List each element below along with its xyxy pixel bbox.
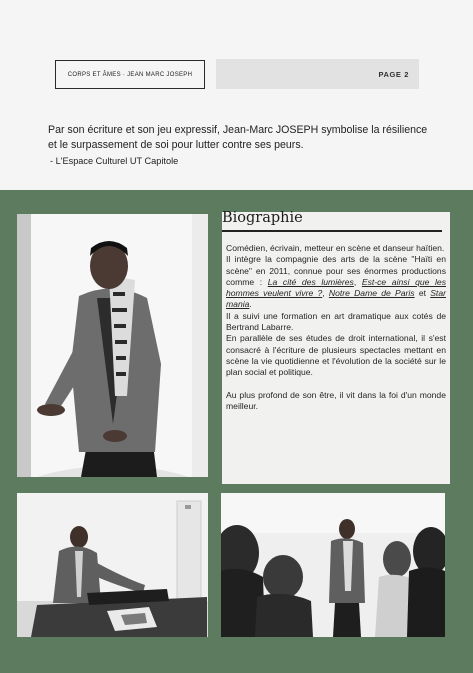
- biography-text: [226, 243, 446, 412]
- page-number-box: [216, 59, 419, 89]
- bio-work-1: La cité des lumières: [267, 276, 354, 287]
- biography-title: Biographie: [222, 210, 303, 226]
- bio-spacer: [226, 379, 446, 390]
- biography-divider: [222, 230, 442, 232]
- portrait-photo: [17, 214, 208, 477]
- bio-work-2: Est-ce ainsi que les hommes veulent vivre ?: [226, 276, 446, 299]
- bio-paragraph-4: En parallèle de ses études de droit international, il s'est consacré à l'écriture de plusieurs spectacles mettant en scène la vie quotidienne et l'évolution de la société sur le plan social et politique.: [226, 333, 446, 378]
- floor-scene-photo: [17, 493, 208, 637]
- bio-work-4: Star mania: [226, 288, 446, 310]
- bio-paragraph-3: Il a suivi une formation en art dramatique aux cotés de Bertrand Labarre.: [226, 310, 446, 333]
- stage-audience-photo: [221, 493, 445, 637]
- header-title-box: [55, 60, 205, 89]
- bio-work-3: Notre Dame de Paris: [328, 288, 415, 299]
- bio-paragraph-2: Il intègre la compagnie des arts de la scène "Haïti en scène" en 2011, connue pour ses énormes productions comme : La cité des lumières, Est-ce ainsi que les hommes veulent vivre ?, Notre Dame de Paris et Star mania.: [226, 254, 446, 310]
- bio-paragraph-1: Comédien, écrivain, metteur en scène et danseur haïtien.: [226, 243, 445, 253]
- quote-source: - L'Espace Culturel UT Capitole: [50, 156, 179, 166]
- bio-paragraph-5: Au plus profond de son être, il vit dans la foi d'un monde meilleur.: [226, 389, 446, 411]
- quote-text: Par son écriture et son jeu expressif, Jean-Marc JOSEPH symbolise la résilience et le surpassement de soi pour lutter contre ses peurs.: [48, 124, 428, 151]
- header-title: CORPS ET ÂMES · JEAN MARC JOSEPH: [67, 71, 193, 78]
- page-number: PAGE 2: [378, 69, 409, 79]
